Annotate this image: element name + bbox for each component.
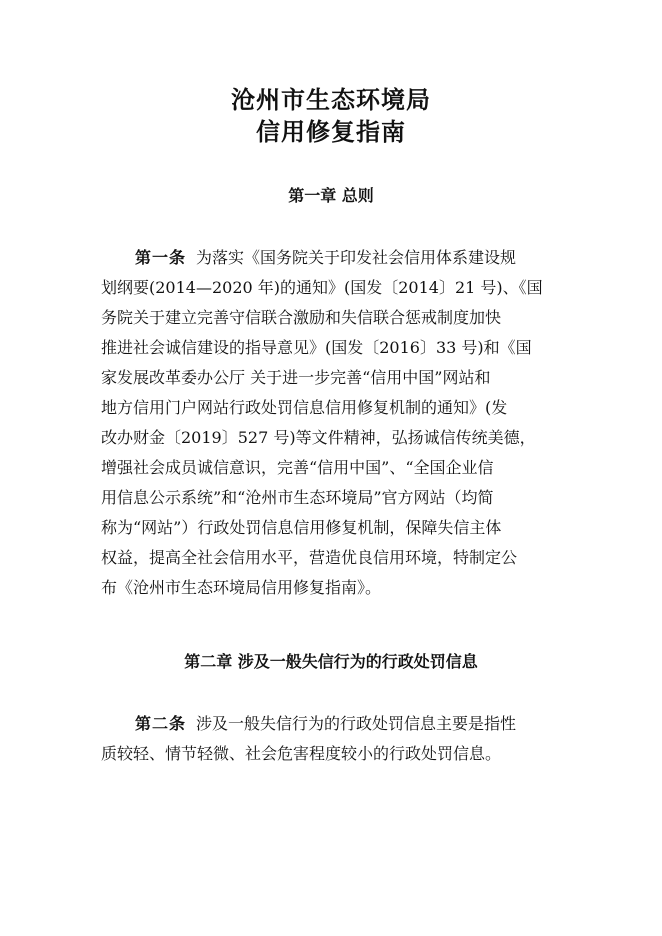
article-2-label: 第二条 [135,714,187,733]
article-1-paragraph [101,243,561,603]
paragraph-line [101,243,561,273]
paragraph-line: 增强社会成员诚信意识，完善“信用中国”、“全国企业信 [101,458,494,477]
chapter-1-heading: 第一章 总则 [288,186,374,205]
article-1-label: 第一条 [135,248,187,267]
paragraph-text: 涉及一般失信行为的行政处罚信息主要是指性 [196,714,517,733]
paragraph-line: 布《沧州市生态环境局信用修复指南》。 [101,578,382,597]
paragraph-line: 务院关于建立完善守信联合激励和失信联合惩戒制度加快 [101,308,502,327]
chapter-2-heading: 第二章 涉及一般失信行为的行政处罚信息 [184,652,478,671]
paragraph-line: 权益，提高全社会信用水平，营造优良信用环境，特制定公 [101,548,518,567]
paragraph-line: 地方信用门户网站行政处罚信息信用修复机制的通知》(发 [101,398,508,417]
paragraph-text: 为落实《国务院关于印发社会信用体系建设规 [196,248,517,267]
paragraph-line: 家发展改革委办公厅 关于进一步完善“信用中国”网站和 [101,368,491,387]
paragraph-line: 用信息公示系统”和“沧州市生态环境局”官方网站（均简 [101,488,494,507]
article-2-paragraph [101,709,561,769]
paragraph-line: 改办财金〔2019〕527 号)等文件精神，弘扬诚信传统美德， [101,428,536,447]
document-title-line-1: 沧州市生态环境局 [231,86,431,114]
paragraph-line: 推进社会诚信建设的指导意见》(国发〔2016〕33 号)和《国 [101,338,532,357]
paragraph-line: 划纲要(2014—2020 年)的通知》(国发〔2014〕21 号)、《国 [101,278,543,297]
paragraph-line: 质较轻、情节轻微、社会危害程度较小的行政处罚信息。 [101,744,502,763]
paragraph-line: 称为“网站”）行政处罚信息信用修复机制，保障失信主体 [101,518,502,537]
paragraph-line [101,709,561,739]
document-title-line-2: 信用修复指南 [256,118,406,146]
